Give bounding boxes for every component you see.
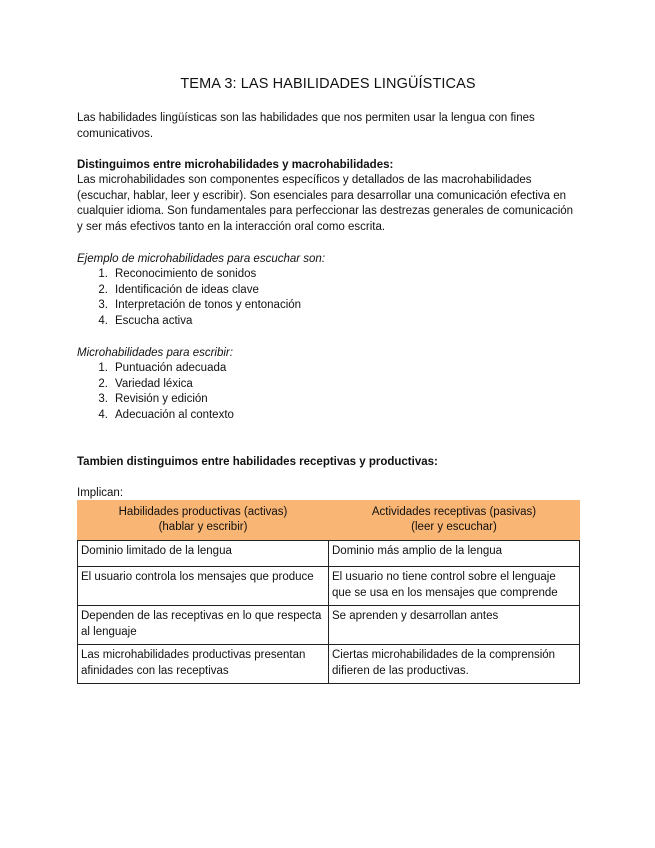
table-cell-productive: Dependen de las receptivas en lo que respecta al lenguaje: [78, 606, 329, 645]
implican-label: Implican:: [77, 487, 124, 499]
list-item: [77, 283, 301, 299]
list-number: 1.: [98, 362, 108, 374]
table-row: [78, 645, 580, 684]
list-text: Revisión y edición: [115, 393, 208, 405]
table-row: [78, 567, 580, 606]
list-text: Escucha activa: [115, 314, 193, 327]
list-number: 2.: [98, 283, 108, 296]
header-productive-line2: (hablar y escribir): [158, 521, 248, 533]
list-text: Puntuación adecuada: [115, 362, 227, 374]
writing-example-title: Microhabilidades para escribir:: [77, 347, 233, 359]
list-text: Interpretación de tonos y entonación: [115, 299, 302, 311]
header-receptive-line2: (leer y escuchar): [411, 521, 497, 533]
list-number: 4.: [98, 408, 108, 421]
list-text: Reconocimiento de sonidos: [115, 268, 257, 280]
list-item: [77, 408, 234, 424]
list-number: 4.: [98, 314, 108, 327]
table-cell-productive: Las microhabilidades productivas presentan afinidades con las receptivas: [78, 645, 329, 684]
list-text: Identificación de ideas clave: [115, 283, 259, 296]
list-item: [77, 392, 234, 408]
intro-paragraph: Las habilidades lingüísticas son las habilidades que nos permiten usar la lengua con fines comunicativos.: [77, 112, 535, 140]
table-cell-receptive: El usuario no tiene control sobre el lenguaje que se usa en los mensajes que comprende: [329, 567, 580, 606]
page-title: TEMA 3: LAS HABILIDADES LINGÜÍSTICAS: [180, 76, 476, 92]
table-cell-receptive: Dominio más amplio de la lengua: [329, 541, 580, 567]
list-number: 2.: [98, 377, 108, 390]
section1-body: Las microhabilidades son componentes específicos y detallados de las macrohabilidades (escuchar, hablar, leer y escribir). Son esenciales para desarrollar una comunicación efectiva en cualquier idioma. Son fundamentales para perfeccionar las destrezas generales de comunicación y ser más efectivos tanto en la interacción oral como escrita.: [77, 174, 574, 233]
table-cell-productive: Dominio limitado de la lengua: [78, 541, 329, 567]
list-number: 1.: [98, 268, 108, 280]
header-productive-line1: Habilidades productivas (activas): [118, 505, 288, 518]
list-item: [77, 298, 301, 314]
list-item: [77, 314, 301, 330]
list-number: 3.: [98, 393, 108, 405]
comparison-table: [77, 500, 580, 684]
section2-heading: Tambien distinguimos entre habilidades receptivas y productivas:: [77, 456, 438, 468]
list-text: Adecuación al contexto: [115, 408, 234, 421]
listening-example-title: Ejemplo de microhabilidades para escuchar son:: [77, 253, 326, 265]
listening-list: [77, 267, 301, 329]
section1-heading: Distinguimos entre microhabilidades y macrohabilidades:: [77, 159, 394, 171]
table-row: [78, 541, 580, 567]
header-receptive: [329, 500, 580, 541]
table-header-row: [78, 500, 580, 541]
list-item: [77, 361, 234, 377]
list-item: [77, 377, 234, 393]
table-cell-productive: El usuario controla los mensajes que produce: [78, 567, 329, 606]
list-number: 3.: [98, 299, 108, 311]
writing-list: [77, 361, 234, 423]
table-cell-receptive: Ciertas microhabilidades de la comprensión difieren de las productivas.: [329, 645, 580, 684]
header-productive: [78, 500, 329, 541]
list-text: Variedad léxica: [115, 377, 193, 390]
list-item: [77, 267, 301, 283]
header-receptive-line1: Actividades receptivas (pasivas): [371, 505, 537, 518]
table-row: [78, 606, 580, 645]
table-cell-receptive: Se aprenden y desarrollan antes: [329, 606, 580, 645]
